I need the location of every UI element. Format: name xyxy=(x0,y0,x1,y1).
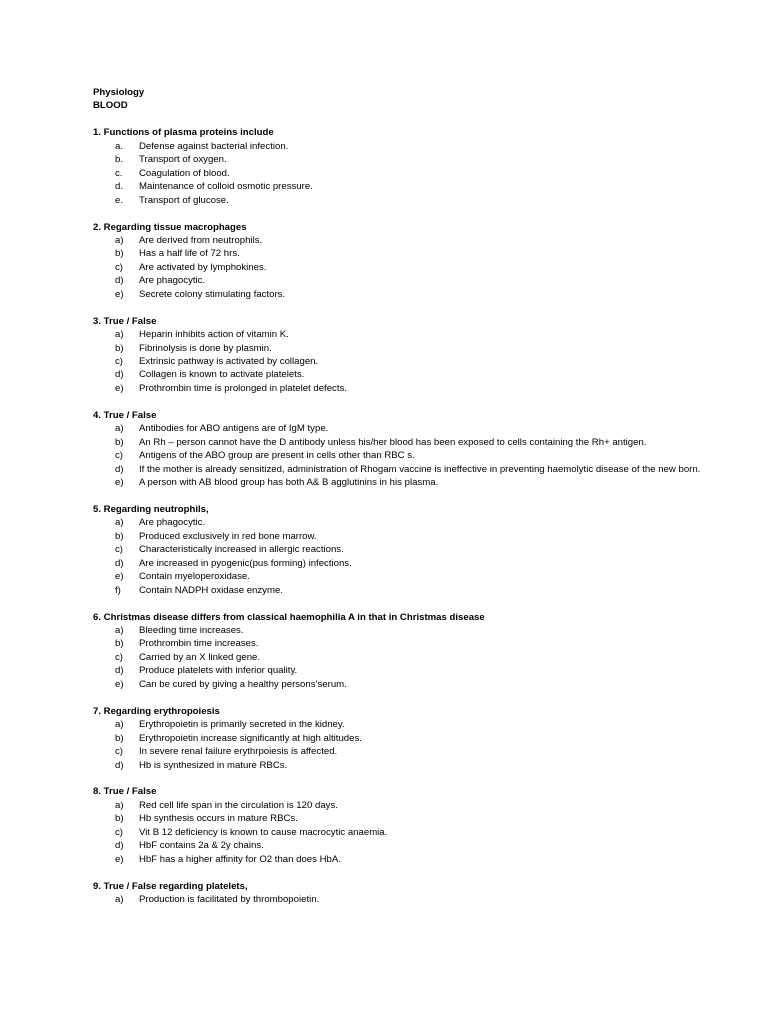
option-item xyxy=(93,732,713,745)
option-item xyxy=(93,893,713,906)
option-item xyxy=(93,140,713,153)
option-label: c) xyxy=(115,746,123,758)
question-7 xyxy=(93,705,713,772)
question-heading: 1. Functions of plasma proteins include xyxy=(93,127,274,139)
option-text: Defense against bacterial infection. xyxy=(139,140,289,152)
option-text: Are activated by lymphokines. xyxy=(139,261,267,273)
option-item xyxy=(93,516,713,529)
question-list xyxy=(93,126,713,906)
question-6 xyxy=(93,611,713,692)
option-item xyxy=(93,530,713,543)
option-label: d. xyxy=(115,181,124,193)
option-item xyxy=(93,355,713,368)
option-text: Are phagocytic. xyxy=(139,275,206,287)
option-text: Red cell life span in the circulation is 120 days. xyxy=(139,799,338,811)
option-label: c) xyxy=(115,450,123,462)
option-label: b) xyxy=(115,248,124,260)
option-item xyxy=(93,261,713,274)
option-text: Are increased in pyogenic(pus forming) infections. xyxy=(139,557,352,569)
question-3 xyxy=(93,315,713,396)
option-item xyxy=(93,839,713,852)
option-text: Hb is synthesized in mature RBCs. xyxy=(139,759,288,771)
option-item xyxy=(93,543,713,556)
question-9 xyxy=(93,880,713,907)
option-item xyxy=(93,436,713,449)
option-label: e) xyxy=(115,288,124,300)
option-label: b) xyxy=(115,732,124,744)
option-item xyxy=(93,422,713,435)
option-item xyxy=(93,584,713,597)
option-label: a) xyxy=(115,799,124,811)
option-text: Secrete colony stimulating factors. xyxy=(139,288,286,300)
option-item xyxy=(93,153,713,166)
option-item xyxy=(93,274,713,287)
option-label: d) xyxy=(115,665,124,677)
question-5 xyxy=(93,503,713,597)
option-text: Produce platelets with inferior quality. xyxy=(139,665,298,677)
question-heading: 4. True / False xyxy=(93,409,157,421)
question-heading: 3. True / False xyxy=(93,315,157,327)
option-item xyxy=(93,180,713,193)
option-label: a) xyxy=(115,719,124,731)
option-text: Characteristically increased in allergic reactions. xyxy=(139,544,344,556)
option-label: e) xyxy=(115,382,124,394)
option-label: a. xyxy=(115,140,124,152)
option-item xyxy=(93,328,713,341)
option-item xyxy=(93,368,713,381)
option-text: A person with AB blood group has both A& B agglutinins in his plasma. xyxy=(139,477,439,489)
option-text: Heparin inhibits action of vitamin K. xyxy=(139,329,289,341)
option-text: Antibodies for ABO antigens are of IgM type. xyxy=(139,423,329,435)
option-text: Hb synthesis occurs in mature RBCs. xyxy=(139,813,298,825)
option-label: e) xyxy=(115,853,124,865)
option-label: b. xyxy=(115,154,124,166)
option-item xyxy=(93,167,713,180)
option-label: c) xyxy=(115,356,123,368)
document-page xyxy=(93,86,713,907)
option-text: Are phagocytic. xyxy=(139,517,206,529)
option-text: Vit B 12 deficiency is known to cause macrocytic anaemia. xyxy=(139,826,388,838)
option-label: f) xyxy=(115,584,121,596)
option-text: Antigens of the ABO group are present in cells other than RBC s. xyxy=(139,450,415,462)
option-label: a) xyxy=(115,423,124,435)
option-label: d) xyxy=(115,275,124,287)
option-text: Transport of glucose. xyxy=(139,194,229,206)
option-text: Has a half life of 72 hrs. xyxy=(139,248,240,260)
question-heading: 9. True / False regarding platelets, xyxy=(93,880,248,892)
question-4 xyxy=(93,409,713,490)
option-item xyxy=(93,624,713,637)
option-label: b) xyxy=(115,342,124,354)
option-label: a) xyxy=(115,234,124,246)
option-text: Prothrombin time increases. xyxy=(139,638,259,650)
option-label: a) xyxy=(115,625,124,637)
option-text: Fibrinolysis is done by plasmin. xyxy=(139,342,272,354)
option-label: c) xyxy=(115,544,123,556)
option-label: c) xyxy=(115,826,123,838)
option-label: c. xyxy=(115,167,123,179)
document-topic: BLOOD xyxy=(93,100,128,112)
question-2 xyxy=(93,221,713,302)
option-item xyxy=(93,234,713,247)
option-text: An Rh – person cannot have the D antibody unless his/her blood has been exposed to cells containing the Rh+ antigen. xyxy=(139,436,647,448)
option-item xyxy=(93,449,713,462)
option-item xyxy=(93,853,713,866)
option-text: Transport of oxygen. xyxy=(139,154,227,166)
option-label: b) xyxy=(115,436,124,448)
option-text: HbF contains 2a & 2y chains. xyxy=(139,840,264,852)
option-text: Contain NADPH oxidase enzyme. xyxy=(139,584,283,596)
option-label: d) xyxy=(115,557,124,569)
option-label: e) xyxy=(115,571,124,583)
option-item xyxy=(93,194,713,207)
option-item xyxy=(93,745,713,758)
option-item xyxy=(93,557,713,570)
option-label: b) xyxy=(115,638,124,650)
option-item xyxy=(93,826,713,839)
option-text: Carried by an X linked gene. xyxy=(139,651,261,663)
question-heading: 7. Regarding erythropoiesis xyxy=(93,705,220,717)
option-label: e) xyxy=(115,477,124,489)
option-text: HbF has a higher affinity for O2 than does HbA. xyxy=(139,853,341,865)
option-label: d) xyxy=(115,463,124,475)
option-label: b) xyxy=(115,530,124,542)
document-subject: Physiology xyxy=(93,87,145,98)
option-label: a) xyxy=(115,894,124,906)
question-heading: 8. True / False xyxy=(93,786,157,798)
option-text: Prothrombin time is prolonged in platelet defects. xyxy=(139,382,347,394)
option-text: Bleeding time increases. xyxy=(139,625,244,637)
question-1 xyxy=(93,126,713,207)
option-item xyxy=(93,678,713,691)
option-item xyxy=(93,718,713,731)
option-item xyxy=(93,342,713,355)
option-item xyxy=(93,651,713,664)
option-label: e. xyxy=(115,194,124,206)
option-item xyxy=(93,382,713,395)
option-text: Maintenance of colloid osmotic pressure. xyxy=(139,181,313,193)
option-text: Erythropoietin is primarily secreted in the kidney. xyxy=(139,719,345,731)
option-item xyxy=(93,247,713,260)
option-item xyxy=(93,664,713,677)
option-item xyxy=(93,637,713,650)
option-text: Extrinsic pathway is activated by collagen. xyxy=(139,356,319,368)
option-text: Can be cured by giving a healthy persons’serum. xyxy=(139,678,347,690)
option-label: d) xyxy=(115,759,124,771)
option-text: Are derived from neutrophils. xyxy=(139,234,263,246)
option-item xyxy=(93,812,713,825)
question-8 xyxy=(93,785,713,866)
option-text: Erythropoietin increase significantly at high altitudes. xyxy=(139,732,362,744)
option-label: e) xyxy=(115,678,124,690)
option-text: Production is facilitated by thrombopoietin. xyxy=(139,894,320,906)
option-item xyxy=(93,799,713,812)
option-label: b) xyxy=(115,813,124,825)
question-heading: 6. Christmas disease differs from classical haemophilia A in that in Christmas disease xyxy=(93,611,485,623)
option-text: Collagen is known to activate platelets. xyxy=(139,369,305,381)
question-heading: 5. Regarding neutrophils, xyxy=(93,503,209,515)
option-item xyxy=(93,476,713,489)
option-label: c) xyxy=(115,651,123,663)
option-text: Produced exclusively in red bone marrow. xyxy=(139,530,317,542)
option-label: c) xyxy=(115,261,123,273)
question-heading: 2. Regarding tissue macrophages xyxy=(93,221,247,233)
option-item xyxy=(93,288,713,301)
option-text: If the mother is already sensitized, administration of Rhogam vaccine is ineffective in preventing haemolytic disease of the new born. xyxy=(139,463,701,475)
option-label: a) xyxy=(115,329,124,341)
option-label: d) xyxy=(115,840,124,852)
option-item xyxy=(93,759,713,772)
option-text: Contain myeloperoxidase. xyxy=(139,571,250,583)
option-label: a) xyxy=(115,517,124,529)
option-label: d) xyxy=(115,369,124,381)
option-text: In severe renal failure erythrpoiesis is affected. xyxy=(139,746,338,758)
option-text: Coagulation of blood. xyxy=(139,167,230,179)
option-item xyxy=(93,570,713,583)
option-item xyxy=(93,463,713,476)
